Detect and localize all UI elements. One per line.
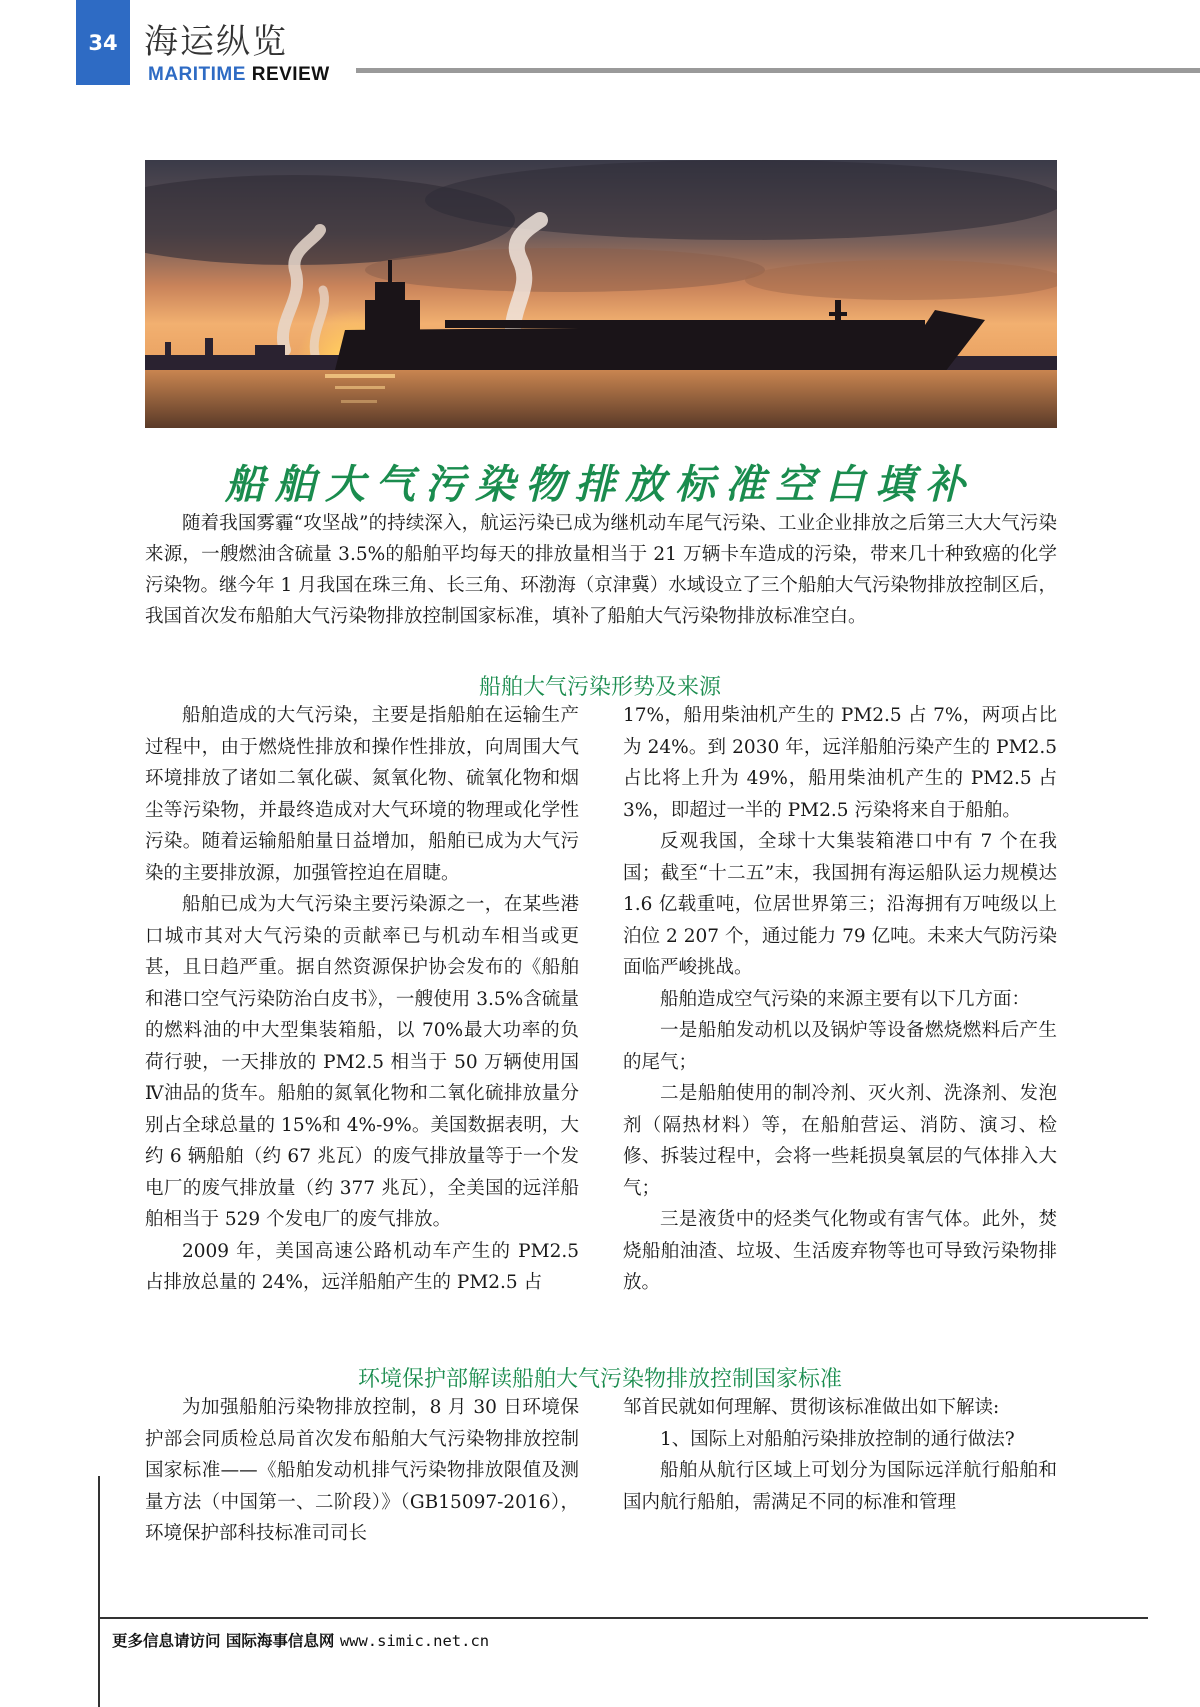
section1-right-continuation: 17%，船用柴油机产生的 PM2.5 占 7%，两项占比为 24%。到 2030 年，远洋船舶污染产生的 PM2.5 占比将上升为 49%，船用柴油机产生的 PM2.5 占 3%，即超过一半的 PM2.5 污染将来自于船舶。 — [623, 705, 1057, 821]
section2-right-paragraph-1: 1、国际上对船舶污染排放控制的通行做法? — [660, 1428, 1015, 1450]
section1-left-column — [145, 700, 579, 1299]
section2-left-paragraph-1: 为加强船舶污染物排放控制，8 月 30 日环境保护部会同质检总局首次发布船舶大气污染物排放控制国家标准——《船舶发动机排气污染物排放限值及测量方法（中国第一、二阶段）》（GB15097-2016），环境保护部科技标准司司长 — [145, 1397, 579, 1544]
footer — [112, 1629, 489, 1651]
hero-photo-ship-sunset — [145, 160, 1057, 428]
section1-left-paragraph-3: 2009 年，美国高速公路机动车产生的 PM2.5 占排放总量的 24%，远洋船舶产生的 PM2.5 占 — [145, 1240, 579, 1293]
section-title-en — [148, 64, 330, 86]
page-number: 34 — [76, 0, 130, 85]
section2-left-column — [145, 1392, 579, 1550]
section2-right-column — [623, 1392, 1057, 1518]
section-title-en-review: REVIEW — [251, 64, 330, 85]
section1-left-paragraph-2: 船舶已成为大气污染主要污染源之一，在某些港口城市其对大气污染的贡献率已与机动车相当或更甚，且日趋严重。据自然资源保护协会发布的《船舶和港口空气污染防治白皮书》，一艘使用 3.5%含硫量的燃料油的中大型集装箱船，以 70%最大功率的负荷行驶，一天排放的 PM2.5 相当于 50 万辆使用国Ⅳ油品的货车。船舶的氮氧化物和二氧化硫排放量分别占全球总量的 15%和 4%-9%。美国数据表明，大约 6 辆船舶（约 67 兆瓦）的废气排放量等于一个发电厂的废气排放量（约 377 兆瓦），全美国的远洋船舶相当于 529 个发电厂的废气排放。 — [145, 894, 579, 1230]
section1-right-paragraph-4: 二是船舶使用的制冷剂、灭火剂、洗涤剂、发泡剂（隔热材料）等，在船舶营运、消防、演习、检修、拆装过程中，会将一些耗损臭氧层的气体排入大气； — [623, 1083, 1057, 1199]
section1-right-paragraph-1: 反观我国，全球十大集装箱港口中有 7 个在我国；截至“十二五”末，我国拥有海运船队运力规模达 1.6 亿载重吨，位居世界第三；沿海拥有万吨级以上泊位 2 207 个，通过能力 79 亿吨。未来大气防污染面临严峻挑战。 — [623, 831, 1057, 978]
section2-right-paragraph-2: 船舶从航行区域上可划分为国际远洋航行船舶和国内航行船舶，需满足不同的标准和管理 — [623, 1460, 1057, 1513]
section1-right-paragraph-2: 船舶造成空气污染的来源主要有以下几方面： — [660, 988, 1031, 1010]
lead-paragraph: 随着我国雾霾“攻坚战”的持续深入，航运污染已成为继机动车尾气污染、工业企业排放之后第三大大气污染来源，一艘燃油含硫量 3.5%的船舶平均每天的排放量相当于 21 万辆卡车造成的污染，带来几十种致癌的化学污染物。继今年 1 月我国在珠三角、长三角、环渤海（京津冀）水域设立了三个船舶大气污染物排放控制区后，我国首次发布船舶大气污染物排放控制国家标准，填补了船舶大气污染物排放标准空白。 — [145, 513, 1057, 627]
section1-right-column — [623, 700, 1057, 1299]
article-title: 船舶大气污染物排放标准空白填补 — [225, 461, 975, 508]
section2-right-continuation: 邹首民就如何理解、贯彻该标准做出如下解读: — [623, 1397, 1000, 1418]
footer-rule — [98, 1617, 1148, 1619]
footer-url-link[interactable]: www.simic.net.cn — [339, 1632, 490, 1650]
side-rule — [98, 1476, 100, 1707]
section1-right-paragraph-5: 三是液货中的烃类气化物或有害气体。此外，焚烧船舶油渣、垃圾、生活废弃物等也可导致污染物排放。 — [623, 1209, 1057, 1293]
section1-right-paragraph-3: 一是船舶发动机以及锅炉等设备燃烧燃料后产生的尾气； — [623, 1020, 1057, 1073]
section2-heading: 环境保护部解读船舶大气污染物排放控制国家标准 — [357, 1367, 842, 1392]
section1-left-paragraph-1: 船舶造成的大气污染，主要是指船舶在运输生产过程中，由于燃烧性排放和操作性排放，向周围大气环境排放了诸如二氧化碳、氮氧化物、硫氧化物和烟尘等污染物，并最终造成对大气环境的物理或化学性污染。随着运输船舶量日益增加，船舶已成为大气污染的主要排放源，加强管控迫在眉睫。 — [145, 705, 579, 884]
header-rule — [356, 68, 1200, 73]
section1-heading: 船舶大气污染形势及来源 — [478, 675, 721, 700]
section-title-cn: 海运纵览 — [144, 22, 288, 62]
footer-text: 更多信息请访问 国际海事信息网 — [112, 1632, 335, 1650]
section-title-en-maritime: MARITIME — [148, 64, 246, 85]
